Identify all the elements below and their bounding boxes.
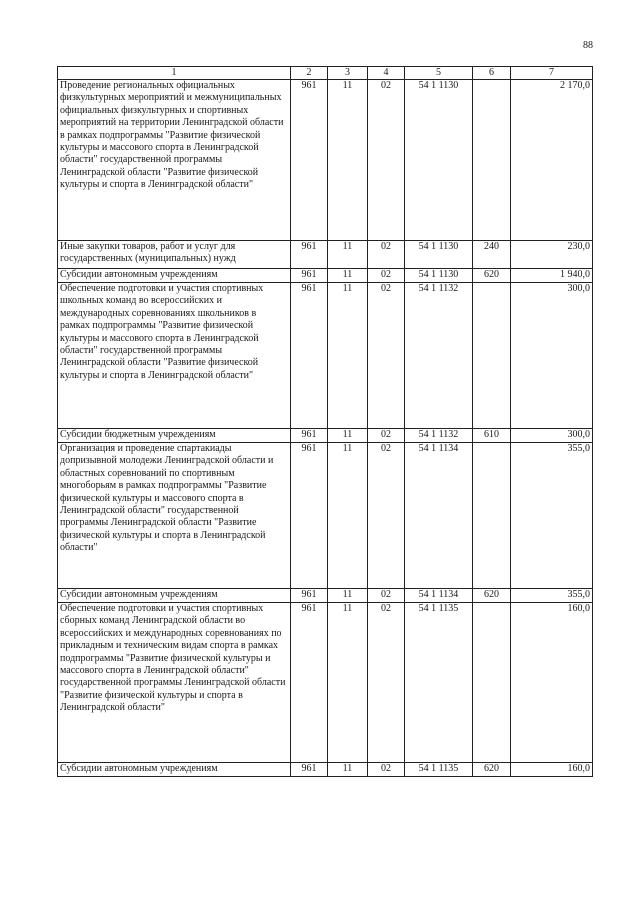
table-row [58, 589, 593, 603]
cell-sum: 300,0 [511, 283, 593, 429]
page-number: 88 [583, 40, 593, 51]
cell-pr: 02 [368, 269, 405, 283]
row-name: Иные закупки товаров, работ и услуг для государственных (муниципальных) нужд [58, 241, 291, 269]
column-header: 5 [405, 67, 473, 80]
cell-rz: 11 [328, 269, 368, 283]
cell-pr: 02 [368, 283, 405, 429]
table-row [58, 763, 593, 777]
cell-vr: 620 [473, 269, 511, 283]
table-row [58, 443, 593, 589]
cell-vr: 620 [473, 589, 511, 603]
cell-csr: 54 1 1130 [405, 241, 473, 269]
cell-pr: 02 [368, 603, 405, 763]
row-name: Обеспечение подготовки и участия спортивных школьных команд во всероссийских и международных соревнованиях школьников в рамках подпрограммы "Развитие физической культуры и массового спорта в Ленинградской области" государственной программы Ленинградской области "Развитие физической культуры и спорта в Ленинградской области" [58, 283, 291, 429]
cell-csr: 54 1 1135 [405, 603, 473, 763]
cell-csr: 54 1 1132 [405, 429, 473, 443]
cell-ved: 961 [291, 763, 328, 777]
table-row [58, 283, 593, 429]
row-name: Субсидии бюджетным учреждениям [58, 429, 291, 443]
column-header: 1 [58, 67, 291, 80]
cell-pr: 02 [368, 763, 405, 777]
table-row [58, 429, 593, 443]
cell-ved: 961 [291, 283, 328, 429]
cell-sum: 160,0 [511, 763, 593, 777]
row-name: Субсидии автономным учреждениям [58, 763, 291, 777]
cell-ved: 961 [291, 241, 328, 269]
cell-rz: 11 [328, 80, 368, 241]
table-row [58, 269, 593, 283]
row-name: Субсидии автономным учреждениям [58, 589, 291, 603]
cell-pr: 02 [368, 80, 405, 241]
cell-sum: 1 940,0 [511, 269, 593, 283]
cell-ved: 961 [291, 269, 328, 283]
cell-vr [473, 283, 511, 429]
cell-sum: 300,0 [511, 429, 593, 443]
cell-pr: 02 [368, 241, 405, 269]
cell-ved: 961 [291, 80, 328, 241]
cell-sum: 160,0 [511, 603, 593, 763]
row-name: Обеспечение подготовки и участия спортивных сборных команд Ленинградской области во всероссийских и международных соревнованиях по прикладным и техническим видам спорта в рамках подпрограммы "Развитие физической культуры и массового спорта в Ленинградской области" государственной программы Ленинградской области "Развитие физической культуры и спорта в Ленинградской области" [58, 603, 291, 763]
cell-ved: 961 [291, 603, 328, 763]
cell-ved: 961 [291, 443, 328, 589]
row-name: Субсидии автономным учреждениям [58, 269, 291, 283]
cell-csr: 54 1 1130 [405, 269, 473, 283]
cell-vr: 620 [473, 763, 511, 777]
cell-sum: 355,0 [511, 589, 593, 603]
column-header: 3 [328, 67, 368, 80]
cell-rz: 11 [328, 429, 368, 443]
budget-table [57, 66, 593, 777]
table-row [58, 603, 593, 763]
cell-rz: 11 [328, 589, 368, 603]
cell-csr: 54 1 1135 [405, 763, 473, 777]
column-header: 4 [368, 67, 405, 80]
cell-pr: 02 [368, 589, 405, 603]
cell-csr: 54 1 1132 [405, 283, 473, 429]
cell-rz: 11 [328, 283, 368, 429]
cell-vr: 610 [473, 429, 511, 443]
cell-sum: 2 170,0 [511, 80, 593, 241]
cell-rz: 11 [328, 763, 368, 777]
column-header: 2 [291, 67, 328, 80]
cell-csr: 54 1 1134 [405, 443, 473, 589]
cell-sum: 355,0 [511, 443, 593, 589]
row-name: Проведение региональных официальных физкультурных мероприятий и межмуниципальных официальных физкультурных и спортивных мероприятий на территории Ленинградской области в рамках подпрограммы "Развитие физической культуры и массового спорта в Ленинградской области" государственной программы Ленинградской области "Развитие физической культуры и спорта в Ленинградской области" [58, 80, 291, 241]
cell-sum: 230,0 [511, 241, 593, 269]
table-row [58, 80, 593, 241]
cell-rz: 11 [328, 241, 368, 269]
cell-rz: 11 [328, 443, 368, 589]
cell-csr: 54 1 1130 [405, 80, 473, 241]
cell-pr: 02 [368, 429, 405, 443]
column-header: 6 [473, 67, 511, 80]
table-row [58, 241, 593, 269]
cell-ved: 961 [291, 429, 328, 443]
cell-vr [473, 80, 511, 241]
cell-ved: 961 [291, 589, 328, 603]
row-name: Организация и проведение спартакиады допризывной молодежи Ленинградской области и областных соревнований по спортивным многоборьям в рамках подпрограммы "Развитие физической культуры и массового спорта в Ленинградской области" государственной программы Ленинградской области "Развитие физической культуры и спорта в Ленинградской области" [58, 443, 291, 589]
cell-vr [473, 603, 511, 763]
column-header: 7 [511, 67, 593, 80]
cell-pr: 02 [368, 443, 405, 589]
cell-vr: 240 [473, 241, 511, 269]
cell-vr [473, 443, 511, 589]
header-row [58, 67, 593, 80]
cell-rz: 11 [328, 603, 368, 763]
cell-csr: 54 1 1134 [405, 589, 473, 603]
